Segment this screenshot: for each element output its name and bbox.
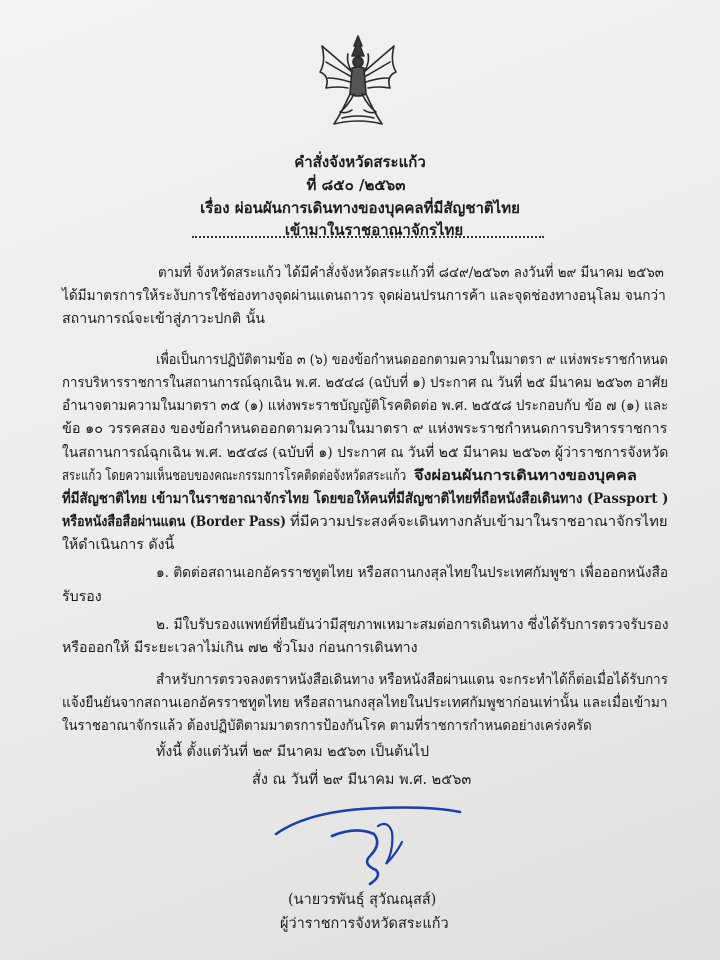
garuda-emblem-icon — [312, 32, 404, 132]
order-title: คำสั่งจังหวัดสระแก้ว — [294, 153, 426, 171]
item1-line: รับรอง — [62, 589, 102, 605]
para3-line: แจ้งยืนยันจากสถานเอกอัครราชทูตไทย หรือสถานกงสุลไทยในประเทศกัมพูชาก่อนเท่านั้น และเมื่อเข้ามา — [62, 695, 668, 711]
para1-line: ตามที่ จังหวัดสระแก้ว ได้มีคำสั่งจังหวัดสระแก้วที่ ๘๔๙/๒๕๖๓ ลงวันที่ ๒๙ มีนาคม ๒๕๖๓ — [158, 265, 664, 281]
para2-line: เพื่อเป็นการปฏิบัติตามข้อ ๓ (๖) ของข้อกำหนดออกตามความในมาตรา ๙ แห่งพระราชกำหนด — [156, 352, 668, 368]
item1-line: ๑. ติดต่อสถานเอกอัครราชทูตไทย หรือสถานกงสุลไทยในประเทศกัมพูชา เพื่อออกหนังสือ — [156, 565, 669, 581]
order-number: ที่ ๘๕๐ /๒๕๖๓ — [306, 176, 406, 194]
subject-line-1: เรื่อง ผ่อนผันการเดินทางของบุคคลที่มีสัญชาติไทย — [200, 199, 520, 217]
para2-line: ในสถานการณ์ฉุกเฉิน พ.ศ. ๒๕๔๘ (ฉบับที่ ๑) ประกาศ ณ วันที่ ๒๕ มีนาคม ๒๕๖๓ ผู้ว่าราชการจังหวัด — [62, 445, 669, 461]
para1-line: สถานการณ์จะเข้าสู่ภาวะปกติ นั้น — [62, 311, 265, 327]
item2-line: ๒. มีใบรับรองแพทย์ที่ยืนยันว่ามีสุขภาพเหมาะสมต่อการเดินทาง ซึ่งได้รับการตรวจรับรอง — [156, 617, 669, 633]
para2-line: ที่มีความประสงค์จะเดินทางกลับเข้ามาในราชอาณาจักรไทย — [290, 514, 668, 530]
handwritten-signature — [270, 790, 470, 890]
para3-line: ในราชอาณาจักรแล้ว ต้องปฏิบัติตามมาตรการป้องกันโรค ตามที่ราชการกำหนดอย่างเคร่งครัด — [62, 718, 592, 734]
para2-line-bold: ที่มีสัญชาติไทย เข้ามาในราชอาณาจักรไทย โดยขอให้คนที่มีสัญชาติไทยที่ถือหนังสือเดินทาง (Passport ) — [62, 491, 669, 507]
signatory-name: (นายวรพันธุ์ สุวัณณุสส์) — [288, 892, 437, 908]
ordered-on-date: สั่ง ณ วันที่ ๒๙ มีนาคม พ.ศ. ๒๕๖๓ — [252, 772, 472, 788]
para2-line: อำนาจตามความในมาตรา ๓๕ (๑) แห่งพระราชบัญญัติโรคติดต่อ พ.ศ. ๒๕๕๘ ประกอบกับ ข้อ ๗ (๑) และ — [62, 398, 669, 414]
para2-line: ให้ดำเนินการ ดังนี้ — [62, 537, 175, 553]
para3-line: สำหรับการตรวจลงตราหนังสือเดินทาง หรือหนังสือผ่านแดน จะกระทำได้ก็ต่อเมื่อได้รับการ — [156, 672, 668, 688]
subject-line-2: เข้ามาในราชอาณาจักรไทย — [284, 221, 464, 239]
header-divider — [192, 236, 544, 240]
item2-line: หรือออกให้ มีระยะเวลาไม่เกิน ๗๒ ชั่วโมง ก่อนการเดินทาง — [62, 640, 418, 656]
para1-line: ได้มีมาตรการให้ระงับการใช้ช่องทางจุดผ่านแดนถาวร จุดผ่อนปรนการค้า และจุดช่องทางอนุโลม จนกว่า — [62, 288, 666, 304]
para2-line: สระแก้ว โดยความเห็นชอบของคณะกรรมการโรคติดต่อจังหวัดสระแก้ว — [62, 468, 407, 484]
para2-line: การบริหารราชการในสถานการณ์ฉุกเฉิน พ.ศ. ๒๕๔๘ (ฉบับที่ ๑) ประกาศ ณ วันที่ ๒๕ มีนาคม ๒๕๖๓ อาศัย — [62, 375, 668, 391]
para2-line-bold: หรือหนังสือสือผ่านแดน (Border Pass) — [62, 514, 287, 530]
para2-line: ข้อ ๑๐ วรรคสอง ของข้อกำหนดออกตามความในมาตรา ๙ แห่งพระราชกำหนดการบริหารราชการ — [62, 421, 668, 437]
signatory-position: ผู้ว่าราชการจังหวัดสระแก้ว — [280, 916, 449, 932]
para2-line-bold: จึงผ่อนผันการเดินทางของบุคคล — [414, 468, 637, 484]
effective-date: ทั้งนี้ ตั้งแต่วันที่ ๒๙ มีนาคม ๒๕๖๓ เป็นต้นไป — [156, 744, 430, 760]
